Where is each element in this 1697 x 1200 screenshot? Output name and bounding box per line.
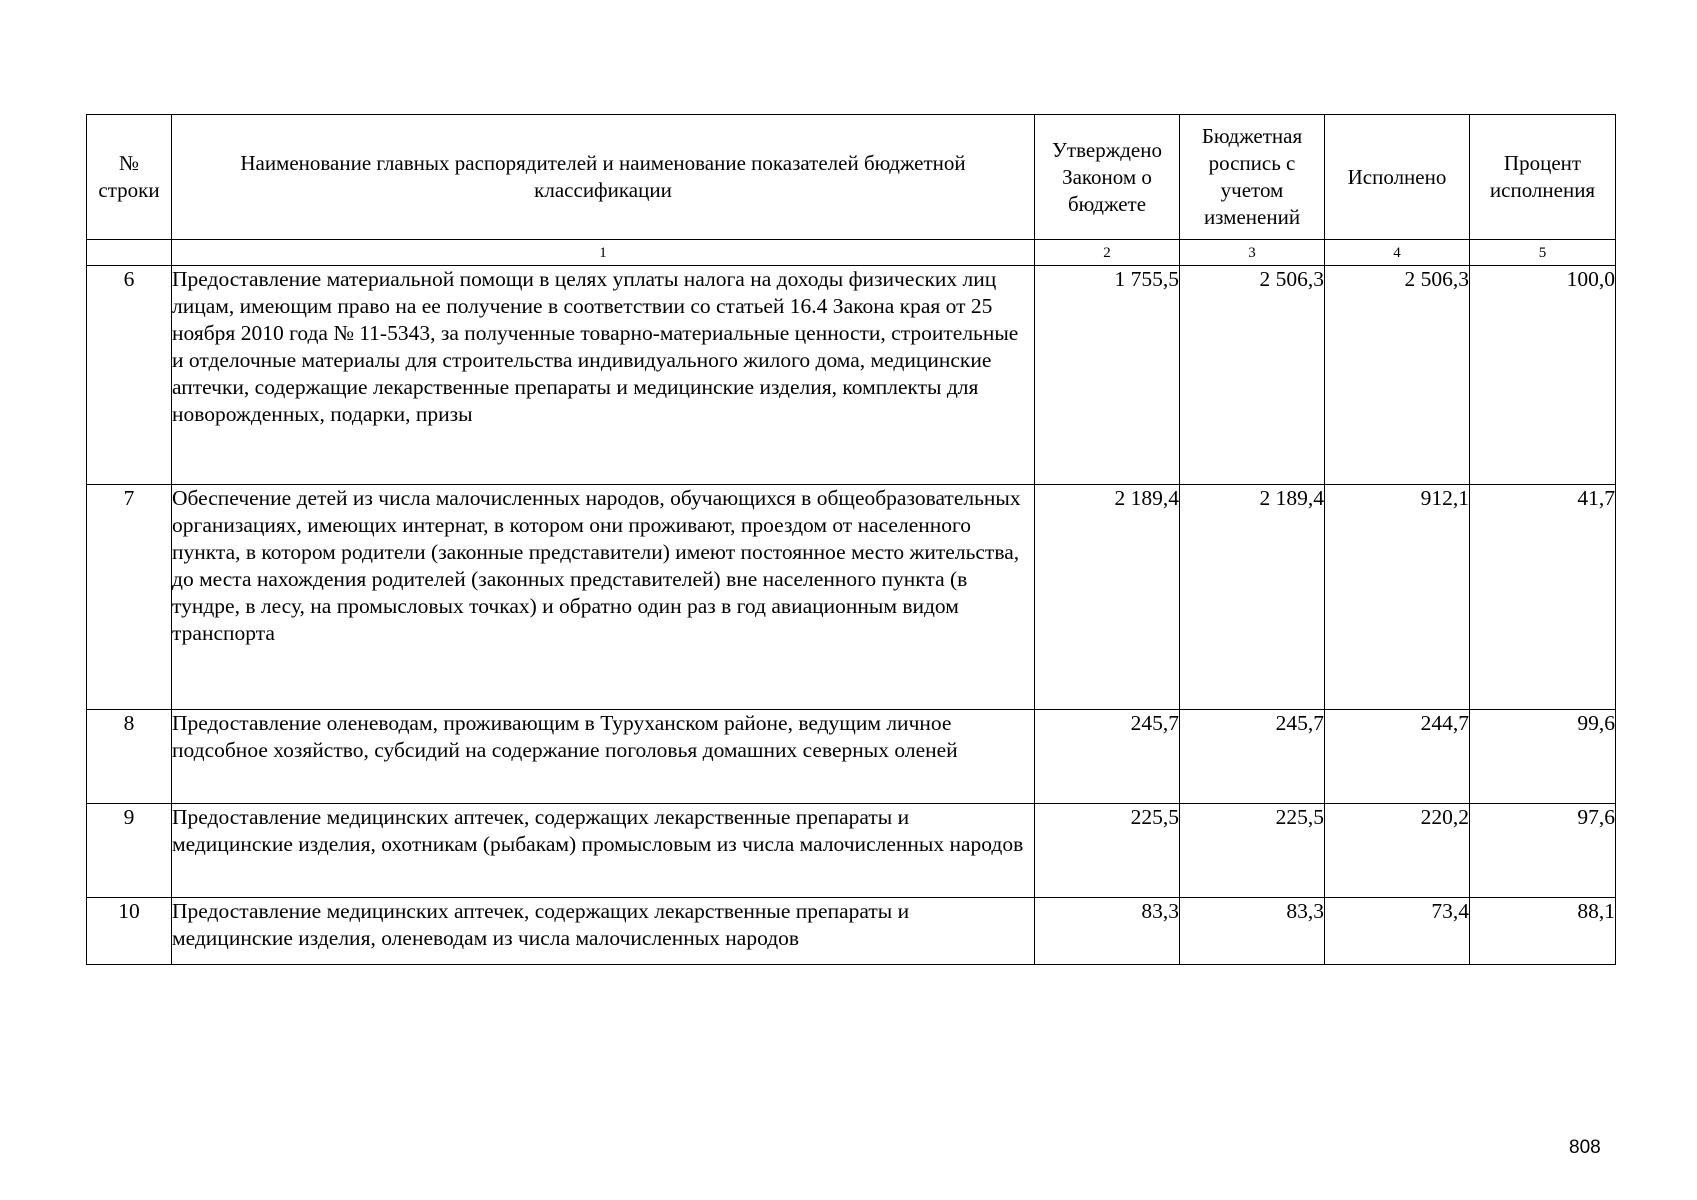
row-executed: 2 506,3 [1325,266,1470,485]
row-number: 6 [87,266,172,485]
row-number: 7 [87,485,172,710]
header-executed: Исполнено [1325,115,1470,240]
row-number: 8 [87,710,172,804]
header-row-number: № строки [87,115,172,240]
table-row [87,266,1616,485]
row-approved: 1 755,5 [1035,266,1180,485]
row-executed: 244,7 [1325,710,1470,804]
budget-execution-table [86,114,1616,965]
row-name: Предоставление медицинских аптечек, содержащих лекарственные препараты и медицинские изделия, оленеводам из числа малочисленных народов [172,898,1035,965]
row-budget-list: 245,7 [1180,710,1325,804]
row-approved: 2 189,4 [1035,485,1180,710]
row-name: Обеспечение детей из числа малочисленных народов, обучающихся в общеобразовательных организациях, имеющих интернат, в котором они проживают, проездом от населенного пункта, в котором родители (законные представители) имеют постоянное место жительства, до места нахождения родителей (законных представителей) вне населенного пункта (в тундре, в лесу, на промысловых точках) и обратно один раз в год авиационным видом транспорта [172,485,1035,710]
header-percent: Процент исполнения [1470,115,1616,240]
table-row [87,804,1616,898]
row-approved: 83,3 [1035,898,1180,965]
row-number: 10 [87,898,172,965]
table-row [87,485,1616,710]
column-number: 1 [172,240,1035,266]
column-number: 4 [1325,240,1470,266]
table-row [87,710,1616,804]
header-budget-list: Бюджетная роспись с учетом изменений [1180,115,1325,240]
row-budget-list: 2 189,4 [1180,485,1325,710]
row-approved: 225,5 [1035,804,1180,898]
column-number: 3 [1180,240,1325,266]
row-percent: 100,0 [1470,266,1616,485]
row-name: Предоставление оленеводам, проживающим в Туруханском районе, ведущим личное подсобное хозяйство, субсидий на содержание поголовья домашних северных оленей [172,710,1035,804]
row-approved: 245,7 [1035,710,1180,804]
row-percent: 99,6 [1470,710,1616,804]
row-budget-list: 2 506,3 [1180,266,1325,485]
page-number: 808 [1569,1137,1601,1158]
row-percent: 88,1 [1470,898,1616,965]
row-number: 9 [87,804,172,898]
header-approved: Утверждено Законом о бюджете [1035,115,1180,240]
row-executed: 73,4 [1325,898,1470,965]
row-percent: 97,6 [1470,804,1616,898]
column-number-row [87,240,1616,266]
header-row [87,115,1616,240]
row-budget-list: 83,3 [1180,898,1325,965]
column-number: 5 [1470,240,1616,266]
table-row [87,898,1616,965]
column-number: 2 [1035,240,1180,266]
row-executed: 912,1 [1325,485,1470,710]
row-name: Предоставление материальной помощи в целях уплаты налога на доходы физических лиц лицам, имеющим право на ее получение в соответствии со статьей 16.4 Закона края от 25 ноября 2010 года № 11-5343, за полученные товарно-материальные ценности, строительные и отделочные материалы для строительства индивидуального жилого дома, медицинские аптечки, содержащие лекарственные препараты и медицинские изделия, комплекты для новорожденных, подарки, призы [172,266,1035,485]
header-name: Наименование главных распорядителей и наименование показателей бюджетной классификации [172,115,1035,240]
row-budget-list: 225,5 [1180,804,1325,898]
row-percent: 41,7 [1470,485,1616,710]
column-number [87,240,172,266]
row-executed: 220,2 [1325,804,1470,898]
row-name: Предоставление медицинских аптечек, содержащих лекарственные препараты и медицинские изделия, охотникам (рыбакам) промысловым из числа малочисленных народов [172,804,1035,898]
